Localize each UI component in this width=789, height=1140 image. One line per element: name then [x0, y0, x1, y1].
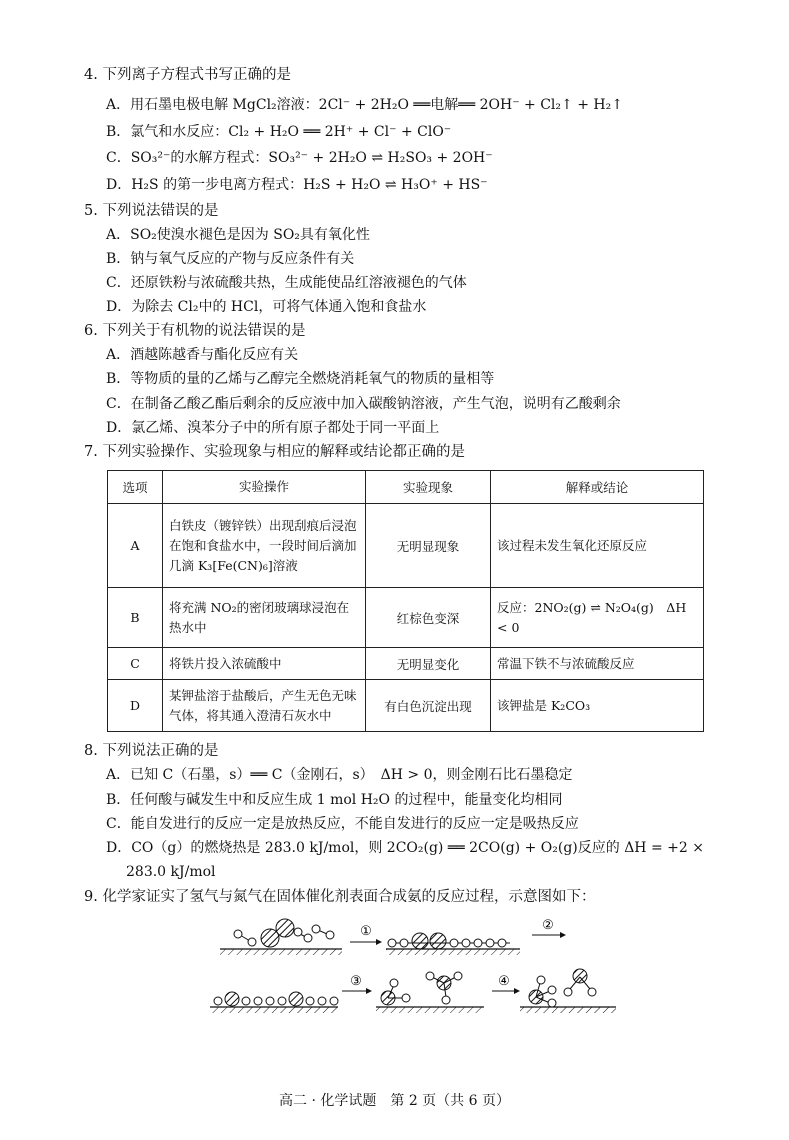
row-operation: 将充满 NO₂的密闭玻璃球浸泡在热水中: [163, 588, 366, 648]
step-arrow-4: [492, 974, 520, 994]
header-conclusion: 解释或结论: [491, 471, 704, 504]
q8-option-b: B．任何酸与碱发生中和反应生成 1 mol H₂O 的过程中，能量变化均相同: [106, 792, 563, 808]
row-option: D: [108, 680, 163, 732]
header-phenomenon: 实验现象: [366, 471, 491, 504]
step-label-2: ②: [542, 918, 554, 933]
row-phenomenon: 无明显变化: [366, 648, 491, 680]
q4-option-a: A．用石墨电极电解 MgCl₂溶液：2Cl⁻ + 2H₂O ══电解══ 2OH⁻ + Cl₂↑ + H₂↑: [106, 97, 623, 113]
row-conclusion: 该过程未发生氧化还原反应: [491, 504, 704, 588]
step-arrow-3: [342, 974, 372, 994]
row-phenomenon: 有白色沉淀出现: [366, 680, 491, 732]
q8-stem: 8. 下列说法正确的是: [84, 743, 219, 759]
q4-option-c: C．SO₃²⁻的水解方程式：SO₃²⁻ + 2H₂O ⇌ H₂SO₃ + 2OH⁻: [106, 150, 493, 166]
row-phenomenon: 红棕色变深: [366, 588, 491, 648]
q6-option-a: A．酒越陈越香与酯化反应有关: [106, 347, 299, 363]
row-conclusion: 该钾盐是 K₂CO₃: [491, 680, 704, 732]
step-label-4: ④: [498, 974, 510, 989]
q5-option-d: D．为除去 Cl₂中的 HCl，可将气体通入饱和食盐水: [106, 299, 427, 315]
table-row: [108, 504, 704, 588]
header-operation: 实验操作: [163, 471, 366, 504]
q5-option-b: B．钠与氧气反应的产物与反应条件有关: [106, 251, 355, 267]
q9-stem: 9. 化学家证实了氢气与氮气在固体催化剂表面合成氨的反应过程，示意图如下：: [84, 889, 596, 905]
table-header-row: [108, 471, 704, 504]
row-operation: 某钾盐溶于盐酸后，产生无色无味气体，将其通入澄清石灰水中: [163, 680, 366, 732]
table-row: [108, 680, 704, 732]
row-option: A: [108, 504, 163, 588]
q4-option-d: D．H₂S 的第一步电离方程式：H₂S + H₂O ⇌ H₃O⁺ + HS⁻: [106, 177, 488, 193]
q8-option-a: A．已知 C（石墨，s）══ C（金刚石，s） ΔH > 0，则金刚石比石墨稳定: [106, 767, 573, 783]
stage-initial: [220, 919, 342, 955]
q6-option-b: B．等物质的量的乙烯与乙醇完全燃烧消耗氧气的物质的量相等: [106, 371, 495, 387]
row-option: B: [108, 588, 163, 648]
q5-stem: 5. 下列说法错误的是: [84, 203, 219, 219]
q5-option-c: C．还原铁粉与浓硫酸共热，生成能使品红溶液褪色的气体: [106, 275, 467, 291]
experiment-table: [107, 470, 704, 732]
step-label-3: ③: [350, 974, 362, 989]
row-phenomenon: 无明显现象: [366, 504, 491, 588]
q6-option-d: D．氯乙烯、溴苯分子中的所有原子都处于同一平面上: [106, 420, 440, 436]
row-operation: 白铁皮（镀锌铁）出现刮痕后浸泡在饱和食盐水中，一段时间后滴加几滴 K₃[Fe(CN)₆]溶液: [163, 504, 366, 588]
catalyst-reaction-diagram: [210, 905, 620, 1017]
q8-option-d-continued: 283.0 kJ/mol: [126, 864, 216, 880]
stage-intermediate: [376, 972, 484, 1013]
q6-stem: 6. 下列关于有机物的说法错误的是: [84, 323, 306, 339]
row-option: C: [108, 648, 163, 680]
step-label-1: ①: [360, 924, 372, 939]
step-arrow-2: [532, 918, 566, 938]
q8-option-d: D．CO（g）的燃烧热是 283.0 kJ/mol，则 2CO₂(g) ══ 2CO(g) + O₂(g)反应的 ΔH = +2 ×: [106, 840, 704, 856]
q4-option-b: B．氯气和水反应：Cl₂ + H₂O ══ 2H⁺ + Cl⁻ + ClO⁻: [106, 124, 452, 140]
stage-dissociated: [210, 992, 338, 1013]
q6-option-c: C．在制备乙酸乙酯后剩余的反应液中加入碳酸钠溶液，产生气泡，说明有乙酸剩余: [106, 396, 621, 412]
page-footer: 高二 · 化学试题 第 2 页（共 6 页）: [279, 1093, 510, 1109]
q4-stem: 4. 下列离子方程式书写正确的是: [84, 67, 291, 83]
table-row: [108, 648, 704, 680]
row-conclusion: 常温下铁不与浓硫酸反应: [491, 648, 704, 680]
table-row: [108, 588, 704, 648]
step-arrow-1: [350, 924, 382, 945]
row-conclusion: 反应：2NO₂(g) ⇌ N₂O₄(g) ΔH < 0: [491, 588, 704, 648]
q5-option-a: A．SO₂使溴水褪色是因为 SO₂具有氧化性: [106, 227, 370, 243]
header-option: 选项: [108, 471, 163, 504]
stage-adsorbed: [386, 933, 520, 955]
q7-stem: 7. 下列实验操作、实验现象与相应的解释或结论都正确的是: [84, 444, 465, 460]
q8-option-c: C．能自发进行的反应一定是放热反应，不能自发进行的反应一定是吸热反应: [106, 816, 579, 832]
row-operation: 将铁片投入浓硫酸中: [163, 648, 366, 680]
stage-ammonia: [520, 969, 616, 1013]
